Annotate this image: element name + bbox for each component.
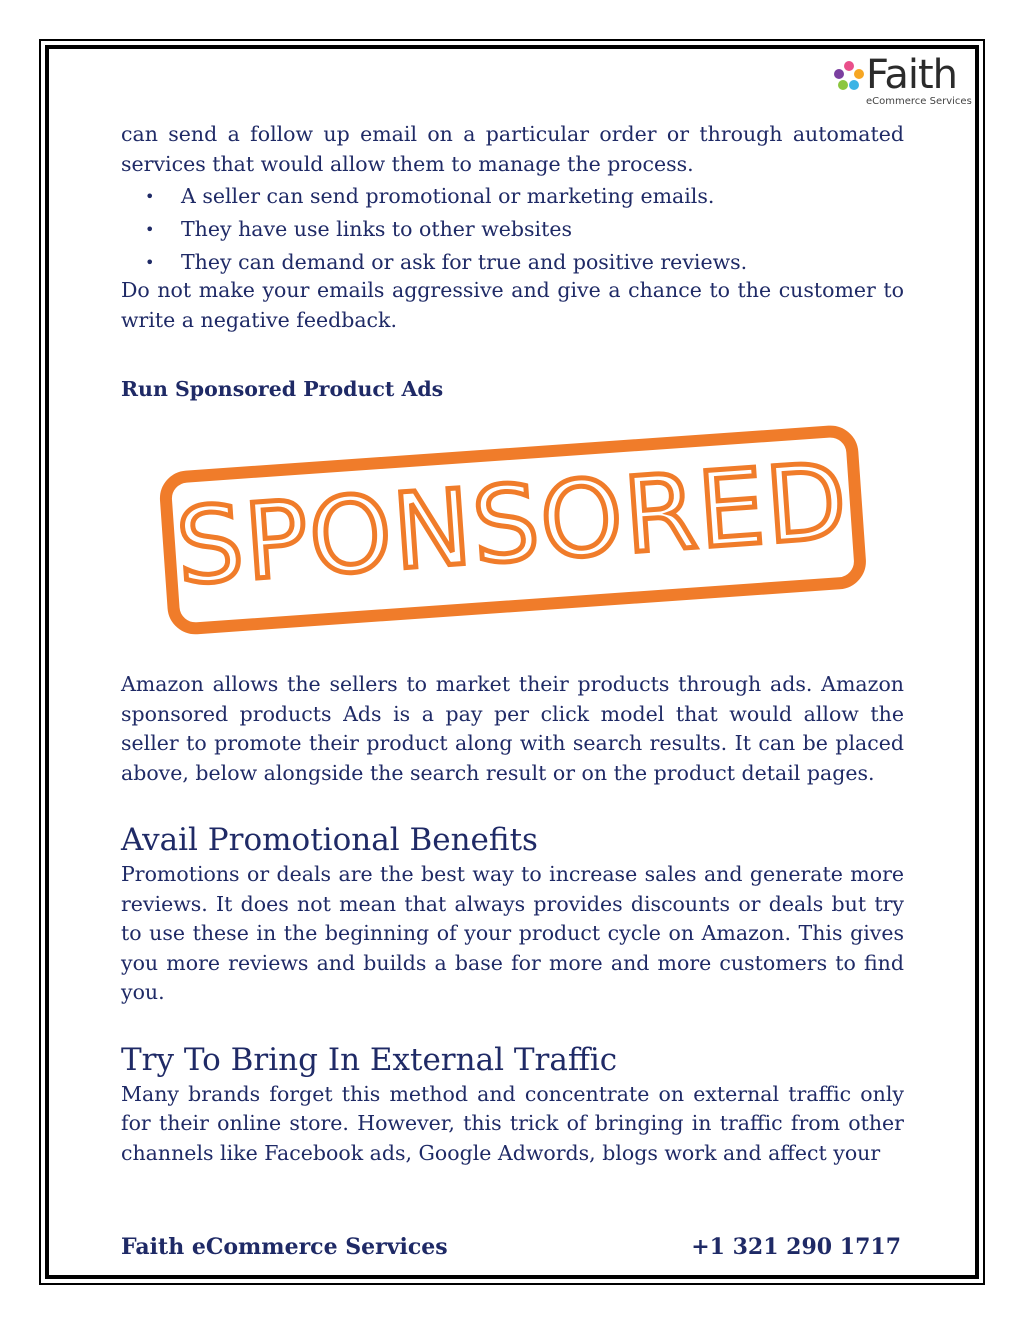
faith-logo xyxy=(832,52,972,112)
list-item: • They can demand or ask for true and positive reviews. xyxy=(121,246,904,279)
document-body xyxy=(121,120,904,401)
sponsored-stamp-image xyxy=(155,420,870,642)
footer-company: Faith eCommerce Services xyxy=(121,1234,448,1260)
flower-logo-icon xyxy=(832,58,866,104)
external-traffic-heading: Try To Bring In External Traffic xyxy=(121,1041,618,1078)
stamp-text: SPONSORED xyxy=(172,439,853,609)
external-traffic-paragraph: Many brands forget this method and concentrate on external traffic only for their online store. However, this trick of bringing in traffic from other channels like Facebook ads, Google Adwords, blogs work and affect your xyxy=(121,1081,904,1165)
intro-closing-paragraph: Do not make your emails aggressive and give a chance to the customer to write a negative feedback. xyxy=(121,278,904,332)
promotional-paragraph: Promotions or deals are the best way to increase sales and generate more reviews. It does not mean that always provides discounts or deals but try to use these in the beginning of your product cycle on Amazon. This gives you more reviews and builds a base for more and more customers to find you. xyxy=(121,862,904,1004)
intro-paragraph: can send a follow up email on a particular order or through automated services that would allow them to manage the process. xyxy=(121,122,904,176)
list-item: • They have use links to other websites xyxy=(121,213,904,246)
footer-phone: +1 321 290 1717 xyxy=(691,1234,901,1260)
list-item: • A seller can send promotional or marketing emails. xyxy=(121,180,904,213)
promotional-heading: Avail Promotional Benefits xyxy=(121,822,538,858)
sponsored-heading: Run Sponsored Product Ads xyxy=(121,377,444,401)
sponsored-paragraph: Amazon allows the sellers to market their products through ads. Amazon sponsored products Ads is a pay per click model that would allow the seller to promote their product along with search results. It can be placed above, below alongside the search result or on the product detail pages. xyxy=(121,672,904,785)
document-body-lower xyxy=(121,670,904,1168)
page-footer xyxy=(121,1234,901,1260)
email-bullet-list xyxy=(121,180,904,279)
logo-tagline: eCommerce Services xyxy=(866,96,972,107)
logo-wordmark: Faith xyxy=(866,52,957,98)
